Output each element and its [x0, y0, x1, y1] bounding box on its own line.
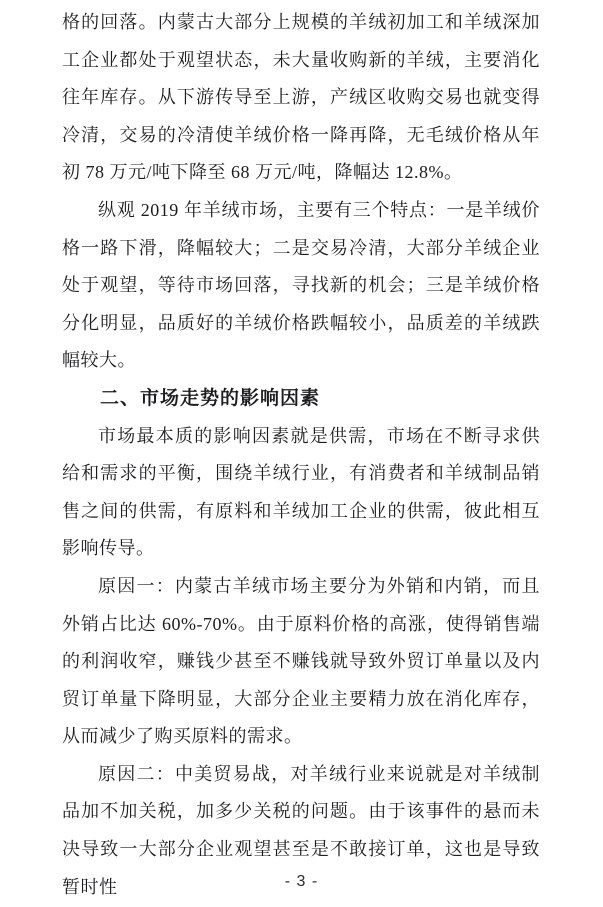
- paragraph-reason-two: 原因二：中美贸易战，对羊绒行业来说就是对羊绒制品加不加关税，加多少关税的问题。由于该事件的悬而未决导致一大部分企业观望甚至是不敢接订单，这也是导致暂时性: [62, 763, 540, 897]
- section-heading-market-trend-factors: 二、市场走势的影响因素: [100, 387, 321, 409]
- paragraph-market-overview-continuation: 格的回落。内蒙古大部分上规模的羊绒初加工和羊绒深加工企业都处于观望状态，未大量收购新的羊绒，主要消化往年库存。从下游传导至上游，产绒区收购交易也就变得冷清，交易的冷清使羊绒价格一降再降，无毛绒价格从年初 78 万元/吨下降至 68 万元/吨，降幅达 12.8%。: [62, 12, 540, 183]
- document-body: [62, 4, 540, 906]
- page-number: - 3 -: [284, 873, 319, 890]
- paragraph-reason-one: 原因一：内蒙古羊绒市场主要分为外销和内销，而且外销占比达 60%-70%。由于原料价格的高涨，使得销售端的利润收窄，赚钱少甚至不赚钱就导致外贸订单量以及内贸订单量下降明显，大部分企业主要精力放在消化库存，从而减少了购买原料的需求。: [62, 575, 540, 747]
- paragraph-supply-demand: 市场最本质的影响因素就是供需，市场在不断寻求供给和需求的平衡，围绕羊绒行业，有消费者和羊绒制品销售之间的供需，有原料和羊绒加工企业的供需，彼此相互影响传导。: [62, 425, 540, 559]
- paragraph-2019-market-features: 纵观 2019 年羊绒市场，主要有三个特点：一是羊绒价格一路下滑，降幅较大；二是交易冷清，大部分羊绒企业处于观望，等待市场回落，寻找新的机会；三是羊绒价格分化明显，品质好的羊绒价格跌幅较小，品质差的羊绒跌幅较大。: [62, 199, 540, 371]
